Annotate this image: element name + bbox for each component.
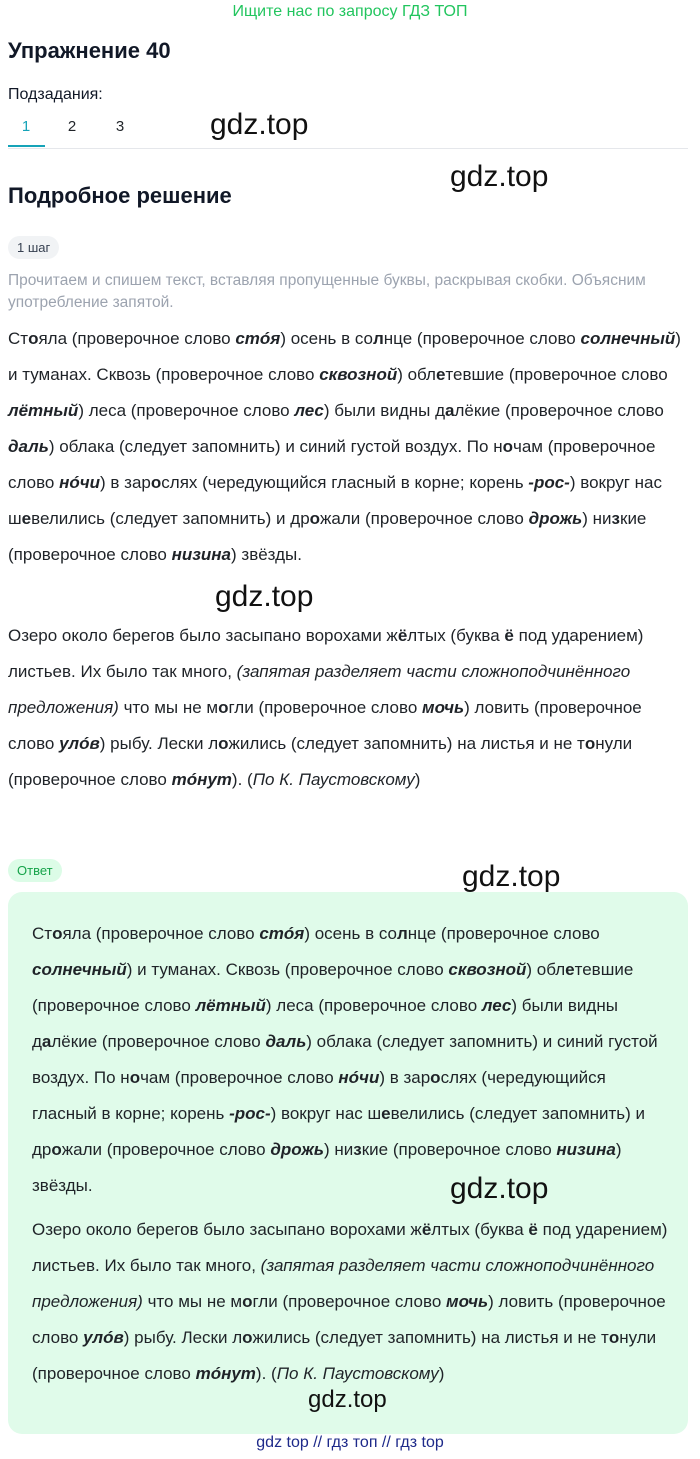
text-run: улóв: [83, 1328, 124, 1347]
text-run: ) леса (проверочное слово: [265, 996, 482, 1015]
text-run: низина: [556, 1140, 616, 1159]
text-run: л: [372, 329, 384, 348]
text-run: ) вокруг нас ш: [270, 1104, 382, 1123]
text-run: а: [41, 1032, 52, 1051]
text-run: ) обл: [526, 960, 566, 979]
text-run: Озеро около берегов было засыпано ворохами ж: [8, 626, 398, 645]
text-run: По К. Паустовскому: [252, 770, 415, 789]
text-run: Ст: [8, 329, 29, 348]
page-title: Упражнение 40: [8, 38, 171, 63]
text-run: ) ни: [323, 1140, 354, 1159]
text-run: Ст: [32, 924, 53, 943]
text-run: нце (проверочное слово: [383, 329, 581, 348]
solution-paragraph-2: [8, 618, 690, 798]
text-run: под ударением) листьев. Их было так много,: [32, 1220, 668, 1275]
text-run: лёкие (проверочное слово: [454, 401, 664, 420]
text-run: дрожь: [270, 1140, 324, 1159]
text-run: стóя: [235, 329, 281, 348]
text-run: мочь: [422, 698, 465, 717]
text-run: е: [381, 1104, 391, 1123]
text-run: сквозной: [319, 365, 398, 384]
text-run: ) ловить (проверочное слово: [8, 698, 642, 753]
text-run: что мы не м: [142, 1292, 243, 1311]
solution-heading: Подробное решение: [8, 183, 232, 208]
text-run: лес: [294, 401, 324, 420]
text-run: ) облака (следует запомнить) и синий густой воздух. По н: [48, 437, 503, 456]
tab-2[interactable]: 2: [67, 118, 77, 135]
text-run: ё: [421, 1220, 432, 1239]
tab-3[interactable]: 3: [115, 118, 125, 135]
task-hint: Прочитаем и спишем текст, вставляя пропущенные буквы, раскрывая скобки. Объясним употребление запятой.: [8, 272, 646, 311]
answer-paragraph-2: [32, 1212, 672, 1392]
text-run: ) ловить (проверочное слово: [32, 1292, 666, 1347]
text-run: лёкие (проверочное слово: [51, 1032, 266, 1051]
text-run: ) в зар: [379, 1068, 431, 1087]
text-run: ): [438, 1364, 445, 1383]
text-run: солнечный: [32, 960, 127, 979]
watermark: gdz.top: [210, 108, 309, 141]
text-run: ) осень в со: [304, 924, 397, 943]
text-run: -рос-: [229, 1104, 271, 1123]
text-run: з: [611, 509, 620, 528]
text-run: ) вокруг нас ш: [8, 473, 662, 528]
text-run: ё: [528, 1220, 538, 1239]
text-run: лтых (буква: [431, 1220, 529, 1239]
text-run: ) и туманах. Сквозь (проверочное слово: [8, 329, 681, 384]
text-run: улóв: [59, 734, 100, 753]
text-run: нóчи: [59, 473, 101, 492]
text-run: ) в зар: [100, 473, 151, 492]
text-run: ) звёзды.: [231, 545, 302, 564]
text-run: По К. Паустовскому: [276, 1364, 439, 1383]
text-run: о: [502, 437, 513, 456]
text-run: о: [150, 473, 162, 492]
text-run: под ударением) листьев. Их было так много,: [8, 626, 644, 681]
text-run: дрожь: [528, 509, 583, 528]
text-run: о: [51, 1140, 62, 1159]
tab-1[interactable]: 1: [21, 118, 31, 135]
text-run: лтых (буква: [407, 626, 505, 645]
subtask-tabs: [8, 116, 688, 149]
text-run: низина: [171, 545, 232, 564]
text-run: о: [218, 698, 229, 717]
text-run: о: [242, 1292, 253, 1311]
text-run: даль: [265, 1032, 307, 1051]
footer-links[interactable]: gdz top // гдз топ // гдз top: [256, 1434, 444, 1451]
text-run: слях (чередующийся гласный в корне; корень: [32, 1068, 606, 1123]
text-run: лес: [481, 996, 512, 1015]
text-run: нце (проверочное слово: [407, 924, 600, 943]
text-run: ). (: [255, 1364, 277, 1383]
text-run: велились (следует запомнить) и др: [32, 1104, 646, 1159]
text-run: ) звёзды.: [32, 1140, 622, 1195]
text-run: о: [608, 1328, 620, 1347]
text-run: гли (проверочное слово: [228, 698, 423, 717]
text-run: е: [21, 509, 32, 528]
text-run: л: [396, 924, 408, 943]
text-run: е: [565, 960, 575, 979]
text-run: о: [52, 924, 63, 943]
answer-paragraph-1: [32, 916, 672, 1204]
text-run: ) леса (проверочное слово: [78, 401, 295, 420]
text-run: Озеро около берегов было засыпано ворохами ж: [32, 1220, 422, 1239]
text-run: кие (проверочное слово: [361, 1140, 557, 1159]
text-run: тевшие (проверочное слово: [445, 365, 668, 384]
text-run: о: [242, 1328, 253, 1347]
text-run: нули (проверочное слово: [8, 734, 633, 789]
text-run: стóя: [259, 924, 305, 943]
text-run: ) облака (следует запомнить) и синий густой воздух. По н: [32, 1032, 658, 1087]
subtasks-label: Подзадания:: [8, 86, 103, 103]
text-run: ё: [504, 626, 514, 645]
text-run: ) и туманах. Сквозь (проверочное слово: [126, 960, 449, 979]
text-run: жились (следует запомнить) на листья и не т: [228, 734, 585, 753]
text-run: тевшие (проверочное слово: [32, 960, 634, 1015]
text-run: лётный: [8, 401, 79, 420]
text-run: жали (проверочное слово: [61, 1140, 271, 1159]
text-run: о: [430, 1068, 441, 1087]
text-run: лётный: [195, 996, 266, 1015]
text-run: нули (проверочное слово: [32, 1328, 657, 1383]
watermark: gdz.top: [308, 1386, 387, 1413]
text-run: ) рыбу. Лески л: [123, 1328, 243, 1347]
text-run: о: [28, 329, 39, 348]
text-run: о: [584, 734, 596, 753]
text-run: солнечный: [580, 329, 676, 348]
text-run: жились (следует запомнить) на листья и не т: [252, 1328, 609, 1347]
text-run: о: [309, 509, 321, 528]
active-tab-indicator: [8, 145, 45, 147]
text-run: яла (проверочное слово: [62, 924, 260, 943]
text-run: ) ни: [582, 509, 612, 528]
text-run: сквозной: [448, 960, 527, 979]
text-run: ) были видны д: [32, 996, 618, 1051]
text-run: о: [218, 734, 229, 753]
text-run: ) осень в со: [280, 329, 373, 348]
text-run: е: [435, 365, 446, 384]
text-run: слях (чередующийся гласный в корне; корень: [161, 473, 529, 492]
text-run: что мы не м: [118, 698, 219, 717]
text-run: -рос-: [528, 473, 570, 492]
text-run: велились (следует запомнить) и др: [31, 509, 310, 528]
text-run: о: [129, 1068, 141, 1087]
text-run: ) рыбу. Лески л: [99, 734, 219, 753]
watermark: gdz.top: [215, 580, 314, 613]
text-run: нóчи: [338, 1068, 380, 1087]
text-run: гли (проверочное слово: [252, 1292, 447, 1311]
text-run: ). (: [231, 770, 253, 789]
text-run: а: [445, 401, 455, 420]
text-run: ) обл: [397, 365, 436, 384]
text-run: чам (проверочное слово: [140, 1068, 339, 1087]
promo-banner[interactable]: Ищите нас по запросу ГДЗ ТОП: [232, 3, 468, 20]
watermark: gdz.top: [450, 1172, 549, 1205]
text-run: з: [353, 1140, 362, 1159]
text-run: тóнут: [195, 1364, 256, 1383]
text-run: ): [414, 770, 421, 789]
step-badge: 1 шаг: [8, 236, 59, 259]
text-run: чам (проверочное слово: [8, 437, 656, 492]
text-run: ё: [397, 626, 408, 645]
text-run: тóнут: [171, 770, 232, 789]
text-run: (запятая разделяет части сложноподчинённого предложения): [8, 662, 631, 717]
watermark: gdz.top: [462, 860, 561, 893]
text-run: жали (проверочное слово: [320, 509, 529, 528]
text-run: (запятая разделяет части сложноподчинённого предложения): [32, 1256, 655, 1311]
solution-paragraph-1: [8, 321, 690, 573]
text-run: даль: [8, 437, 49, 456]
text-run: кие (проверочное слово: [8, 509, 647, 564]
watermark: gdz.top: [450, 160, 549, 193]
text-run: яла (проверочное слово: [38, 329, 236, 348]
text-run: ) были видны д: [323, 401, 445, 420]
text-run: мочь: [446, 1292, 489, 1311]
answer-badge: Ответ: [8, 859, 62, 882]
